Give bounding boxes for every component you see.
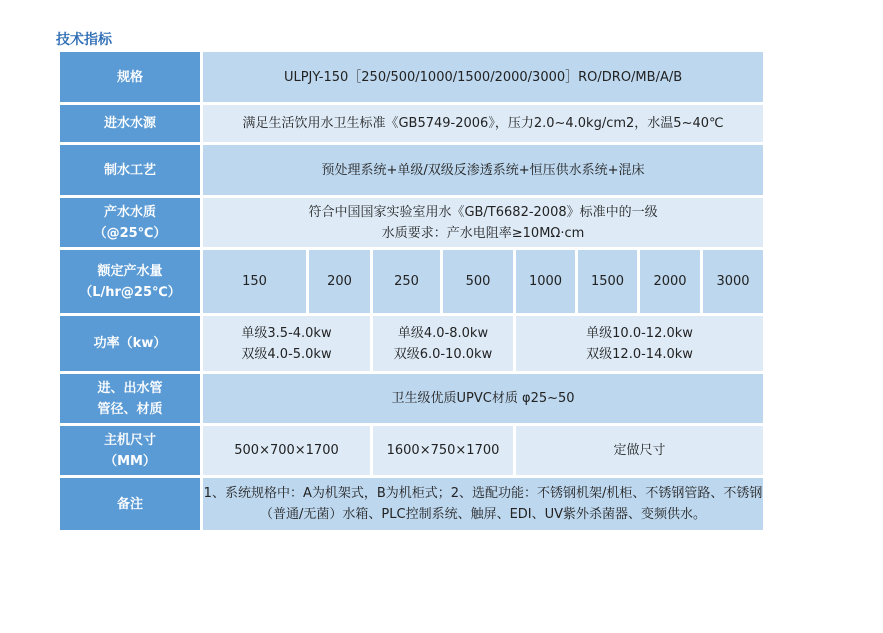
- table-row: [60, 374, 763, 423]
- flow-value: 3000: [703, 250, 763, 313]
- size-value: 定做尺寸: [516, 426, 763, 475]
- quality-label: [60, 198, 200, 247]
- flow-label-line1: 额定产水量: [97, 263, 163, 279]
- flow-value: 2000: [640, 250, 700, 313]
- table-row: [60, 52, 763, 102]
- section-title: 技术指标: [56, 32, 112, 48]
- flow-label: [60, 250, 200, 313]
- power-label: 功率（kw）: [60, 316, 200, 371]
- table-row: [60, 198, 763, 247]
- quality-value-line2: 水质要求：产水电阻率≥10MΩ·cm: [381, 225, 585, 241]
- size-value: 1600×750×1700: [373, 426, 513, 475]
- quality-value-line1: 符合中国国家实验室用水《GB/T6682-2008》标准中的一级: [308, 204, 658, 220]
- pipe-label: [60, 374, 200, 423]
- spec-table: [57, 49, 766, 533]
- quality-value: [203, 198, 763, 247]
- size-label: [60, 426, 200, 475]
- process-label: 制水工艺: [60, 145, 200, 195]
- spec-value: ULPJY-150［250/500/1000/1500/2000/3000］RO/DRO/MB/A/B: [203, 52, 763, 102]
- spec-label: 规格: [60, 52, 200, 102]
- quality-label-line2: （@25℃）: [93, 225, 167, 241]
- power-line2: 双级4.0-5.0kw: [241, 346, 332, 362]
- quality-label-line1: 产水水质: [103, 204, 156, 220]
- power-line1: 单级3.5-4.0kw: [241, 325, 332, 341]
- power-line1: 单级10.0-12.0kw: [586, 325, 693, 341]
- pipe-label-line2: 管径、材质: [97, 401, 163, 417]
- table-row: [60, 105, 763, 142]
- source-value: 满足生活饮用水卫生标准《GB5749-2006》，压力2.0~4.0kg/cm2，水温5~40℃: [203, 105, 763, 142]
- power-group: [203, 316, 370, 371]
- power-group: [516, 316, 763, 371]
- table-row: [60, 478, 763, 530]
- flow-value: 200: [309, 250, 370, 313]
- pipe-label-line1: 进、出水管: [97, 380, 163, 396]
- power-group: [373, 316, 513, 371]
- size-label-line2: （MM）: [104, 453, 156, 469]
- size-label-line1: 主机尺寸: [103, 432, 156, 448]
- flow-value: 1500: [578, 250, 637, 313]
- flow-value: 250: [373, 250, 440, 313]
- table-row: [60, 145, 763, 195]
- remark-value: 1、系统规格中：A为机架式，B为机柜式；2、选配功能：不锈钢机架/机柜、不锈钢管路、不锈钢（普通/无菌）水箱、PLC控制系统、触屏、EDI、UV紫外杀菌器、变频供水。: [203, 478, 763, 530]
- table-row: [60, 250, 763, 313]
- remark-label: 备注: [60, 478, 200, 530]
- flow-value: 1000: [516, 250, 575, 313]
- table-row: [60, 316, 763, 371]
- process-value: 预处理系统+单级/双级反渗透系统+恒压供水系统+混床: [203, 145, 763, 195]
- flow-label-line2: （L/hr@25℃）: [79, 284, 181, 300]
- pipe-value: 卫生级优质UPVC材质 φ25~50: [203, 374, 763, 423]
- flow-value: 150: [203, 250, 306, 313]
- source-label: 进水水源: [60, 105, 200, 142]
- power-line2: 双级12.0-14.0kw: [586, 346, 693, 362]
- size-value: 500×700×1700: [203, 426, 370, 475]
- power-line1: 单级4.0-8.0kw: [397, 325, 489, 341]
- table-row: [60, 426, 763, 475]
- power-line2: 双级6.0-10.0kw: [393, 346, 493, 362]
- flow-value: 500: [443, 250, 513, 313]
